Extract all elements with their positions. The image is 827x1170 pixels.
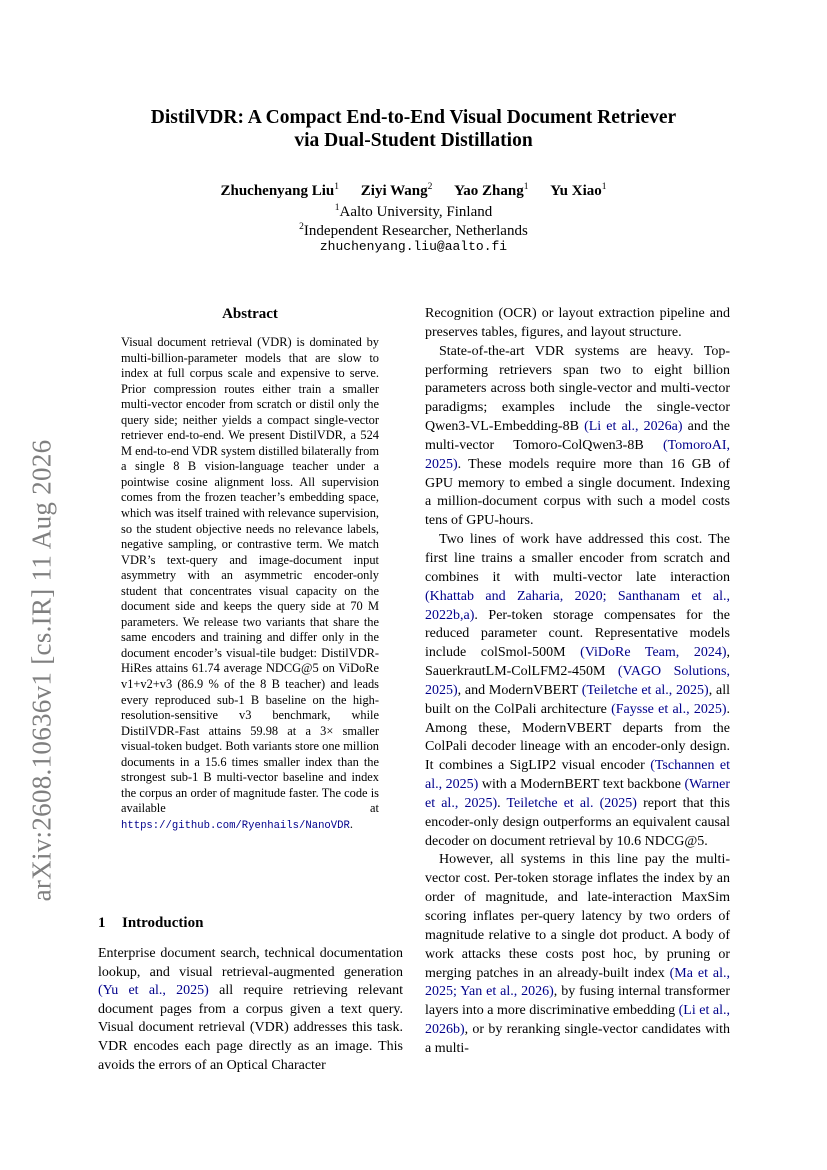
citation-link[interactable]: (ViDoRe Team, 2024): [580, 645, 727, 661]
section-heading: [98, 915, 203, 932]
author: Ziyi Wang$^2$: [360, 182, 433, 199]
affiliation: $^2$Independent Researcher, Netherlands: [299, 222, 528, 239]
citation-link[interactable]: (VAGO Solutions, 2025): [425, 664, 730, 698]
paragraph: State-of-the-art VDR systems are heavy. Top-performing retrievers span two to eight billion parameters across both single-vector and multi-vector paradigms; examples include the single-vector Qwen3-VL-Embedding-8B (Li et al., 2026a) and the multi-vector Tomoro-ColQwen3-8B (TomoroAI, 2025). These models require more than 16 GB of GPU memory to embed a single document. Indexing a million-document corpus with such a model costs tens of GPU-hours.: [425, 343, 731, 529]
citation-link[interactable]: (Li et al., 2026a): [584, 419, 683, 435]
paragraph: Recognition (OCR) or layout extraction pipeline and preserves tables, figures, and layout structure.: [425, 306, 730, 340]
section-title: Introduction: [122, 915, 204, 931]
citation-link[interactable]: (Faysse et al., 2025): [611, 701, 727, 717]
abstract-heading: Abstract: [222, 306, 278, 322]
author: Zhuchenyang Liu$^1$: [220, 182, 340, 199]
citation-link[interactable]: (Li et al., 2026b): [425, 1003, 731, 1038]
arxiv-identifier-text: arXiv:2608.10636v1 [cs.IR] 11 Aug 2026: [26, 439, 57, 901]
intro-paragraph: Enterprise document search, technical documentation lookup, and visual retrieval-augmented generation (Yu et al., 2025) all require retrieving relevant document pages from a corpus given a text query. Visual document retrieval (VDR) addresses this task. VDR encodes each page directly as an image. This avoids the errors of an Optical Character: [98, 946, 404, 1073]
citation-link[interactable]: (Teiletche et al., 2025): [581, 682, 709, 698]
author: Yu Xiao$^1$: [550, 182, 607, 199]
arxiv-identifier: [20, 420, 64, 920]
title-line-1: DistilVDR: A Compact End-to-End Visual Document Retriever: [150, 107, 677, 128]
citation-link[interactable]: (Warner et al., 2025): [425, 777, 731, 811]
abstract-body: Visual document retrieval (VDR) is dominated by multi-billion-parameter models that are slow to index at full corpus scale and expensive to serve. Prior compression routes either train a smaller multi-vector encoder from scratch or distil only the query side; neither yields a compact single-vector retriever end-to-end. We present DistilVDR, a 524 M end-to-end VDR system distilled bilaterally from a single 8 B vision-language teacher under a pointwise cosine alignment loss. All supervision comes from the frozen teacher’s embedding space, which was itself trained with relevance supervision, so the student objective needs no relevance labels, negative sampling, or contrastive term. We match VDR’s text-query and image-document input asymmetry with an asymmetric encoder-only student that concentrates visual capacity on the document side and keeps the query side at 70 M parameters. We release two variants that share the same encoders and training and differ only in the document encoder’s visual-tile budget: DistilVDR-HiRes attains 61.74 average NDCG@5 on ViDoRe v1+v2+v3 (86.9 % of the 8 B teacher) and leads every reproduced sub-1 B baseline on the high-resolution-sensitive v3 benchmark, while DistilVDR-Fast attains 59.98 at a 3× smaller visual-token budget. Both variants store one million documents in a 15.6 times smaller index than the strongest sub-1 B multi-vector baseline and index the corpus an order of magnitude faster. The code is available at https://github.com/Ryenhails/NanoVDR.: [121, 335, 379, 832]
title-line-2: via Dual-Student Distillation: [294, 130, 533, 151]
paper-title: [98, 106, 729, 152]
code-repository-link[interactable]: https://github.com/Ryenhails/NanoVDR: [121, 819, 350, 832]
author-list: [98, 178, 729, 201]
section-number: 1: [98, 915, 106, 931]
citation-link[interactable]: (Yu et al., 2025): [98, 983, 209, 999]
citation-link[interactable]: (TomoroAI, 2025): [425, 437, 730, 472]
citation-link[interactable]: (Khattab and Zaharia, 2020; Santhanam et al., 2022b,a): [425, 588, 730, 623]
paragraph: However, all systems in this line pay the multi-vector cost. Per-token storage inflates the index by an order of magnitude, and late-interaction MaxSim scoring inflates per-query latency by two orders of magnitude relative to a single dot product. A body of work attacks these costs post hoc, by pruning or merging patches in an already-built index (Ma et al., 2025; Yan et al., 2026), by fusing internal transformer layers into a more discriminative embedding (Li et al., 2026b), or by reranking single-vector candidates with a multi-: [425, 852, 731, 1056]
paragraph: Two lines of work have addressed this cost. The first line trains a smaller encoder from scratch and combines it with multi-vector late interaction (Khattab and Zaharia, 2020; Santhanam et al., 2022b,a). Per-token storage compensates for the reduced parameter count. Representative models include colSmol-500M (ViDoRe Team, 2024), SauerkrautLM-ColLFM2-450M (VAGO Solutions, 2025), and ModernVBERT (Teiletche et al., 2025), all built on the ColPali architecture (Faysse et al., 2025). Among these, ModernVBERT departs from the ColPali decoder lineage with an encoder-only design. It combines a SigLIP2 visual encoder (Tschannen et al., 2025) with a ModernBERT text backbone (Warner et al., 2025). Teiletche et al. (2025) report that this encoder-only design outperforms an equivalent causal decoder on document retrieval by 10.6 NDCG@5.: [425, 532, 731, 849]
citation-link[interactable]: (Ma et al., 2025; Yan et al., 2026): [425, 965, 730, 1000]
citation-link[interactable]: Teiletche et al. (2025): [506, 795, 637, 811]
citation-link[interactable]: (Tschannen et al., 2025): [425, 758, 731, 793]
author-email: zhuchenyang.liu@aalto.fi: [319, 239, 508, 254]
affiliation: $^1$Aalto University, Finland: [334, 203, 493, 220]
author: Yao Zhang$^1$: [454, 182, 529, 199]
right-column: [425, 305, 730, 1059]
